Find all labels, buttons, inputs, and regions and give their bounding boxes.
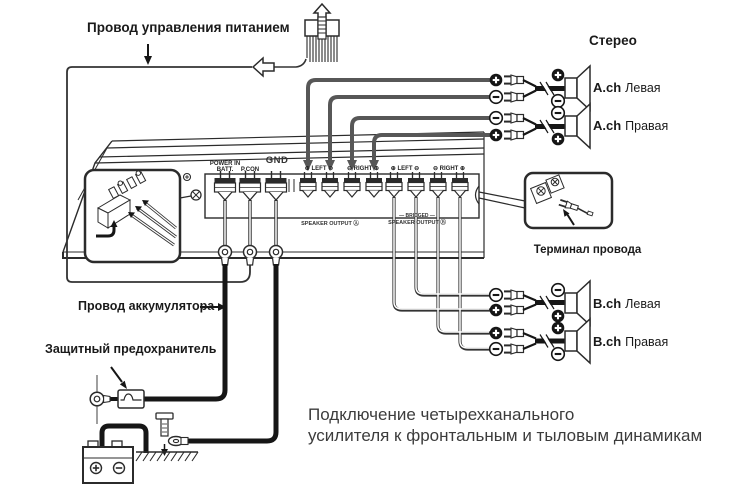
speaker-assembly-bch-right (490, 319, 590, 363)
screw-icon (184, 174, 202, 201)
ring-terminal-icon (270, 246, 283, 266)
speaker-icon-bch-right (565, 319, 590, 363)
arrow-left-icon (253, 58, 274, 76)
speaker-icon-ach-left (565, 66, 590, 110)
plus-icon (490, 304, 503, 317)
terminal-label-b-left: ⊕ LEFT ⊖ (390, 166, 420, 172)
terminal-strip (184, 171, 480, 218)
fork-terminal-icon (504, 305, 524, 315)
plus-icon (490, 129, 503, 142)
speaker-side: Левая (625, 81, 661, 95)
speaker-assembly-bch-left (490, 281, 590, 325)
speaker-label-bch-left (593, 296, 661, 311)
minus-icon (552, 348, 565, 361)
minus-icon (552, 284, 565, 297)
speaker-channel: A.ch (593, 80, 622, 95)
ring-terminal-icon (244, 246, 257, 266)
ground-hatch-icon (136, 452, 198, 461)
plus-icon (552, 310, 565, 323)
speaker-channel: B.ch (593, 296, 622, 311)
fork-terminal-icon (504, 328, 524, 338)
arrow-to-fuse-icon (111, 367, 127, 389)
battery-minus-icon (114, 463, 125, 474)
terminal-label-a-right: ⊖ RIGHT ⊕ (346, 166, 380, 172)
fork-terminal-icon (504, 130, 524, 140)
minus-icon (552, 107, 565, 120)
fuse-assembly (90, 367, 144, 424)
battery-power-wire (102, 264, 276, 453)
caption-line-2: усилителя к фронтальным и тыловым динамикам (308, 426, 703, 445)
power-in-line2: BATT. (216, 167, 234, 173)
minus-icon (490, 91, 503, 104)
speaker-label-ach-right (593, 118, 668, 133)
plus-icon (552, 69, 565, 82)
label-wire-terminal: Терминал провода (533, 244, 642, 256)
caption-line-1: Подключение четырехканального (308, 405, 575, 424)
speaker-label-ach-left (593, 80, 661, 95)
arrow-down-icon (144, 44, 152, 65)
plus-icon (490, 74, 503, 87)
minus-icon (490, 289, 503, 302)
speaker-channel: B.ch (593, 334, 622, 349)
speaker-side: Левая (625, 297, 661, 311)
callout-left (85, 170, 191, 262)
label-speaker-output-b: SPEAKER OUTPUT Ⓑ (388, 220, 446, 226)
minus-icon (490, 112, 503, 125)
speaker-label-bch-right (593, 334, 668, 349)
minus-icon (490, 343, 503, 356)
connector-wires (307, 36, 337, 62)
terminal-label-gnd: GND (265, 155, 289, 166)
speaker-icon-ach-right (565, 104, 590, 148)
plus-icon (490, 327, 503, 340)
speaker-assembly-ach-right (490, 104, 590, 148)
label-speaker-output-a: SPEAKER OUTPUT Ⓐ (301, 221, 359, 227)
speaker-assembly-ach-left (490, 66, 590, 110)
battery-icon (83, 441, 133, 483)
terminal-label-pcon: P.CON (240, 167, 260, 173)
label-safety-fuse: Защитный предохранитель (45, 342, 217, 356)
label-battery-wire: Провод аккумулятора (78, 299, 215, 313)
ring-terminal-icon (219, 246, 232, 266)
battery-plus-icon (91, 463, 102, 474)
speaker-icon-bch-left (565, 281, 590, 325)
label-stereo: Стерео (589, 33, 637, 48)
minus-icon (552, 95, 565, 108)
fork-terminal-icon (504, 75, 524, 85)
plus-icon (552, 133, 565, 146)
diagram-caption (308, 404, 702, 446)
bolt-icon (156, 413, 173, 436)
terminal-label-a-left: ⊕ LEFT ⊖ (304, 166, 334, 172)
fuse-icon (118, 390, 144, 408)
speaker-side: Правая (625, 119, 669, 133)
terminal-label-power-in (210, 161, 240, 173)
speaker-channel: A.ch (593, 118, 622, 133)
power-in-line1: POWER IN (209, 161, 241, 167)
head-unit-connector (305, 4, 339, 62)
fork-terminal-icon (504, 92, 524, 102)
speaker-side: Правая (625, 335, 669, 349)
fork-terminal-icon (504, 113, 524, 123)
plus-icon (552, 322, 565, 335)
label-power-control-wire: Провод управления питанием (87, 20, 290, 35)
fork-terminal-icon (504, 290, 524, 300)
label-bridged: — BRIDGED — (399, 213, 435, 219)
fork-terminal-icon (504, 344, 524, 354)
terminal-label-b-right: ⊖ RIGHT ⊕ (432, 166, 466, 172)
callout-right (476, 173, 613, 228)
